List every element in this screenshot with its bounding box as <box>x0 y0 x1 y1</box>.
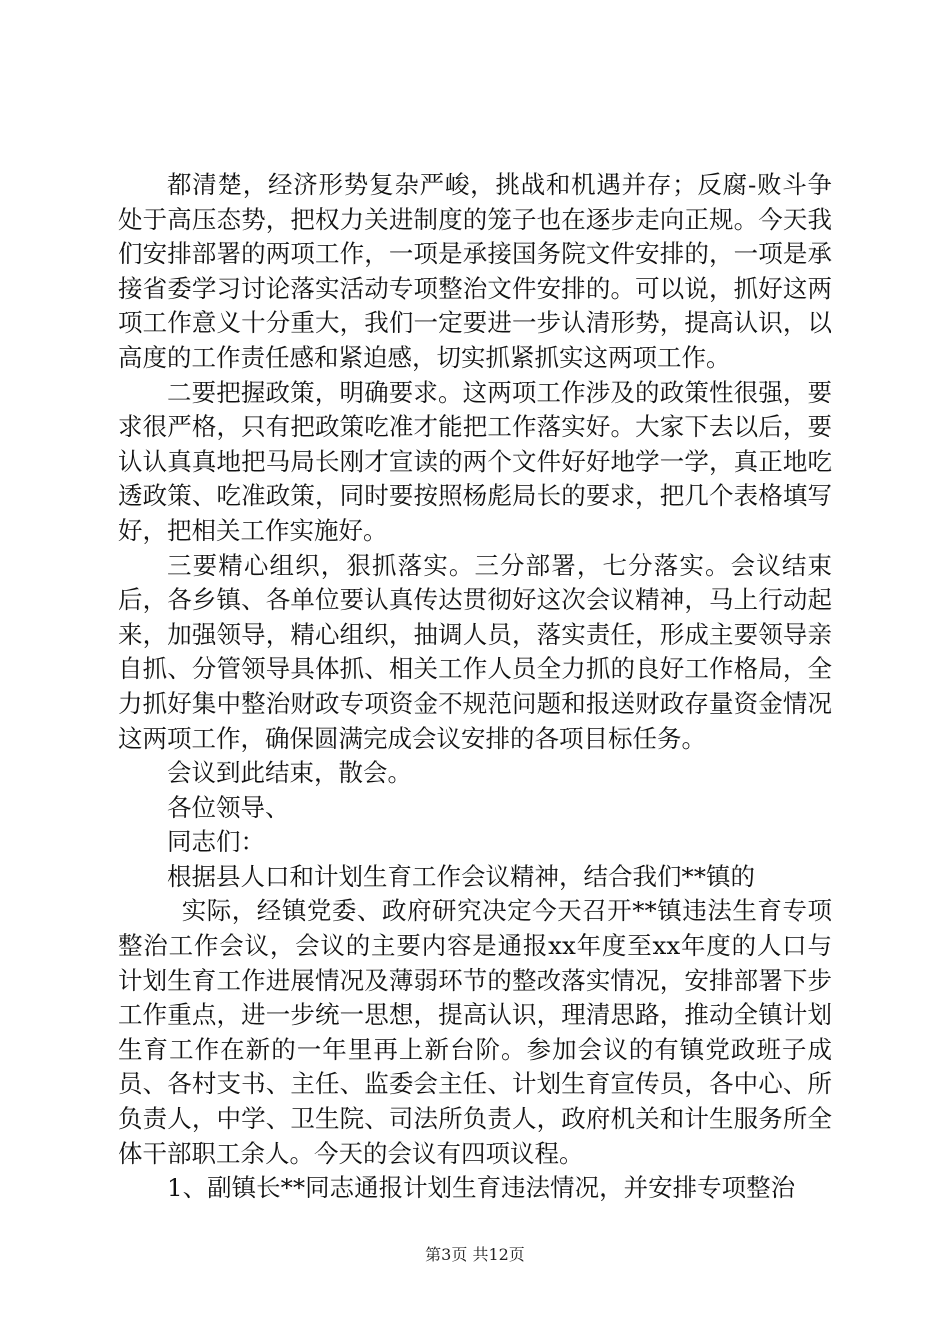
document-body <box>118 168 832 1206</box>
paragraph-6: 同志们： <box>167 827 265 857</box>
paragraph-2: 二要把握政策，明确要求。这两项工作涉及的政策性很强，要求很严格，只有把政策吃准才能把工作落实好。大家下去以后，要认认真真地把马局长刚才宣读的两个文件好好地学一学，真正地吃透政策、吃准政策，同时要按照杨彪局长的要求，把几个表格填写好，把相关工作实施好。 <box>118 377 832 545</box>
paragraph-9: 1、副镇长**同志通报计划生育违法情况，并安排专项整治 <box>167 1173 796 1203</box>
paragraph-3: 三要精心组织，狠抓落实。三分部署，七分落实。会议结束后，各乡镇、各单位要认真传达贯彻好这次会议精神，马上行动起来，加强领导，精心组织，抽调人员，落实责任，形成主要领导亲自抓、分管领导具体抓、相关工作人员全力抓的良好工作格局，全力抓好集中整治财政专项资金不规范问题和报送财政存量资金情况这两项工作，确保圆满完成会议安排的各项目标任务。 <box>118 550 832 753</box>
paragraph-5: 各位领导、 <box>167 792 290 822</box>
page-number-footer: 第3页 共12页 <box>425 1245 525 1264</box>
paragraph-7: 根据县人口和计划生育工作会议精神，结合我们**镇的 <box>167 861 755 891</box>
paragraph-1: 都清楚，经济形势复杂严峻，挑战和机遇并存；反腐-败斗争处于高压态势，把权力关进制度的笼子也在逐步走向正规。今天我们安排部署的两项工作，一项是承接国务院文件安排的，一项是承接省委学习讨论落实活动专项整治文件安排的。可以说，抓好这两项工作意义十分重大，我们一定要进一步认清形势，提高认识，以高度的工作责任感和紧迫感，切实抓紧抓实这两项工作。 <box>118 170 832 372</box>
paragraph-4: 会议到此结束，散会。 <box>167 758 412 788</box>
paragraph-8: 实际，经镇党委、政府研究决定今天召开**镇违法生育专项整治工作会议，会议的主要内容是通报xx年度至xx年度的人口与计划生育工作进展情况及薄弱环节的整改落实情况，安排部署下步工作重点，进一步统一思想，提高认识，理清思路，推动全镇计划生育工作在新的一年里再上新台阶。参加会议的有镇党政班子成员、各村支书、主任、监委会主任、计划生育宣传员，各中心、所负责人，中学、卫生院、司法所负责人，政府机关和计生服务所全体干部职工余人。今天的会议有四项议程。 <box>118 896 832 1168</box>
